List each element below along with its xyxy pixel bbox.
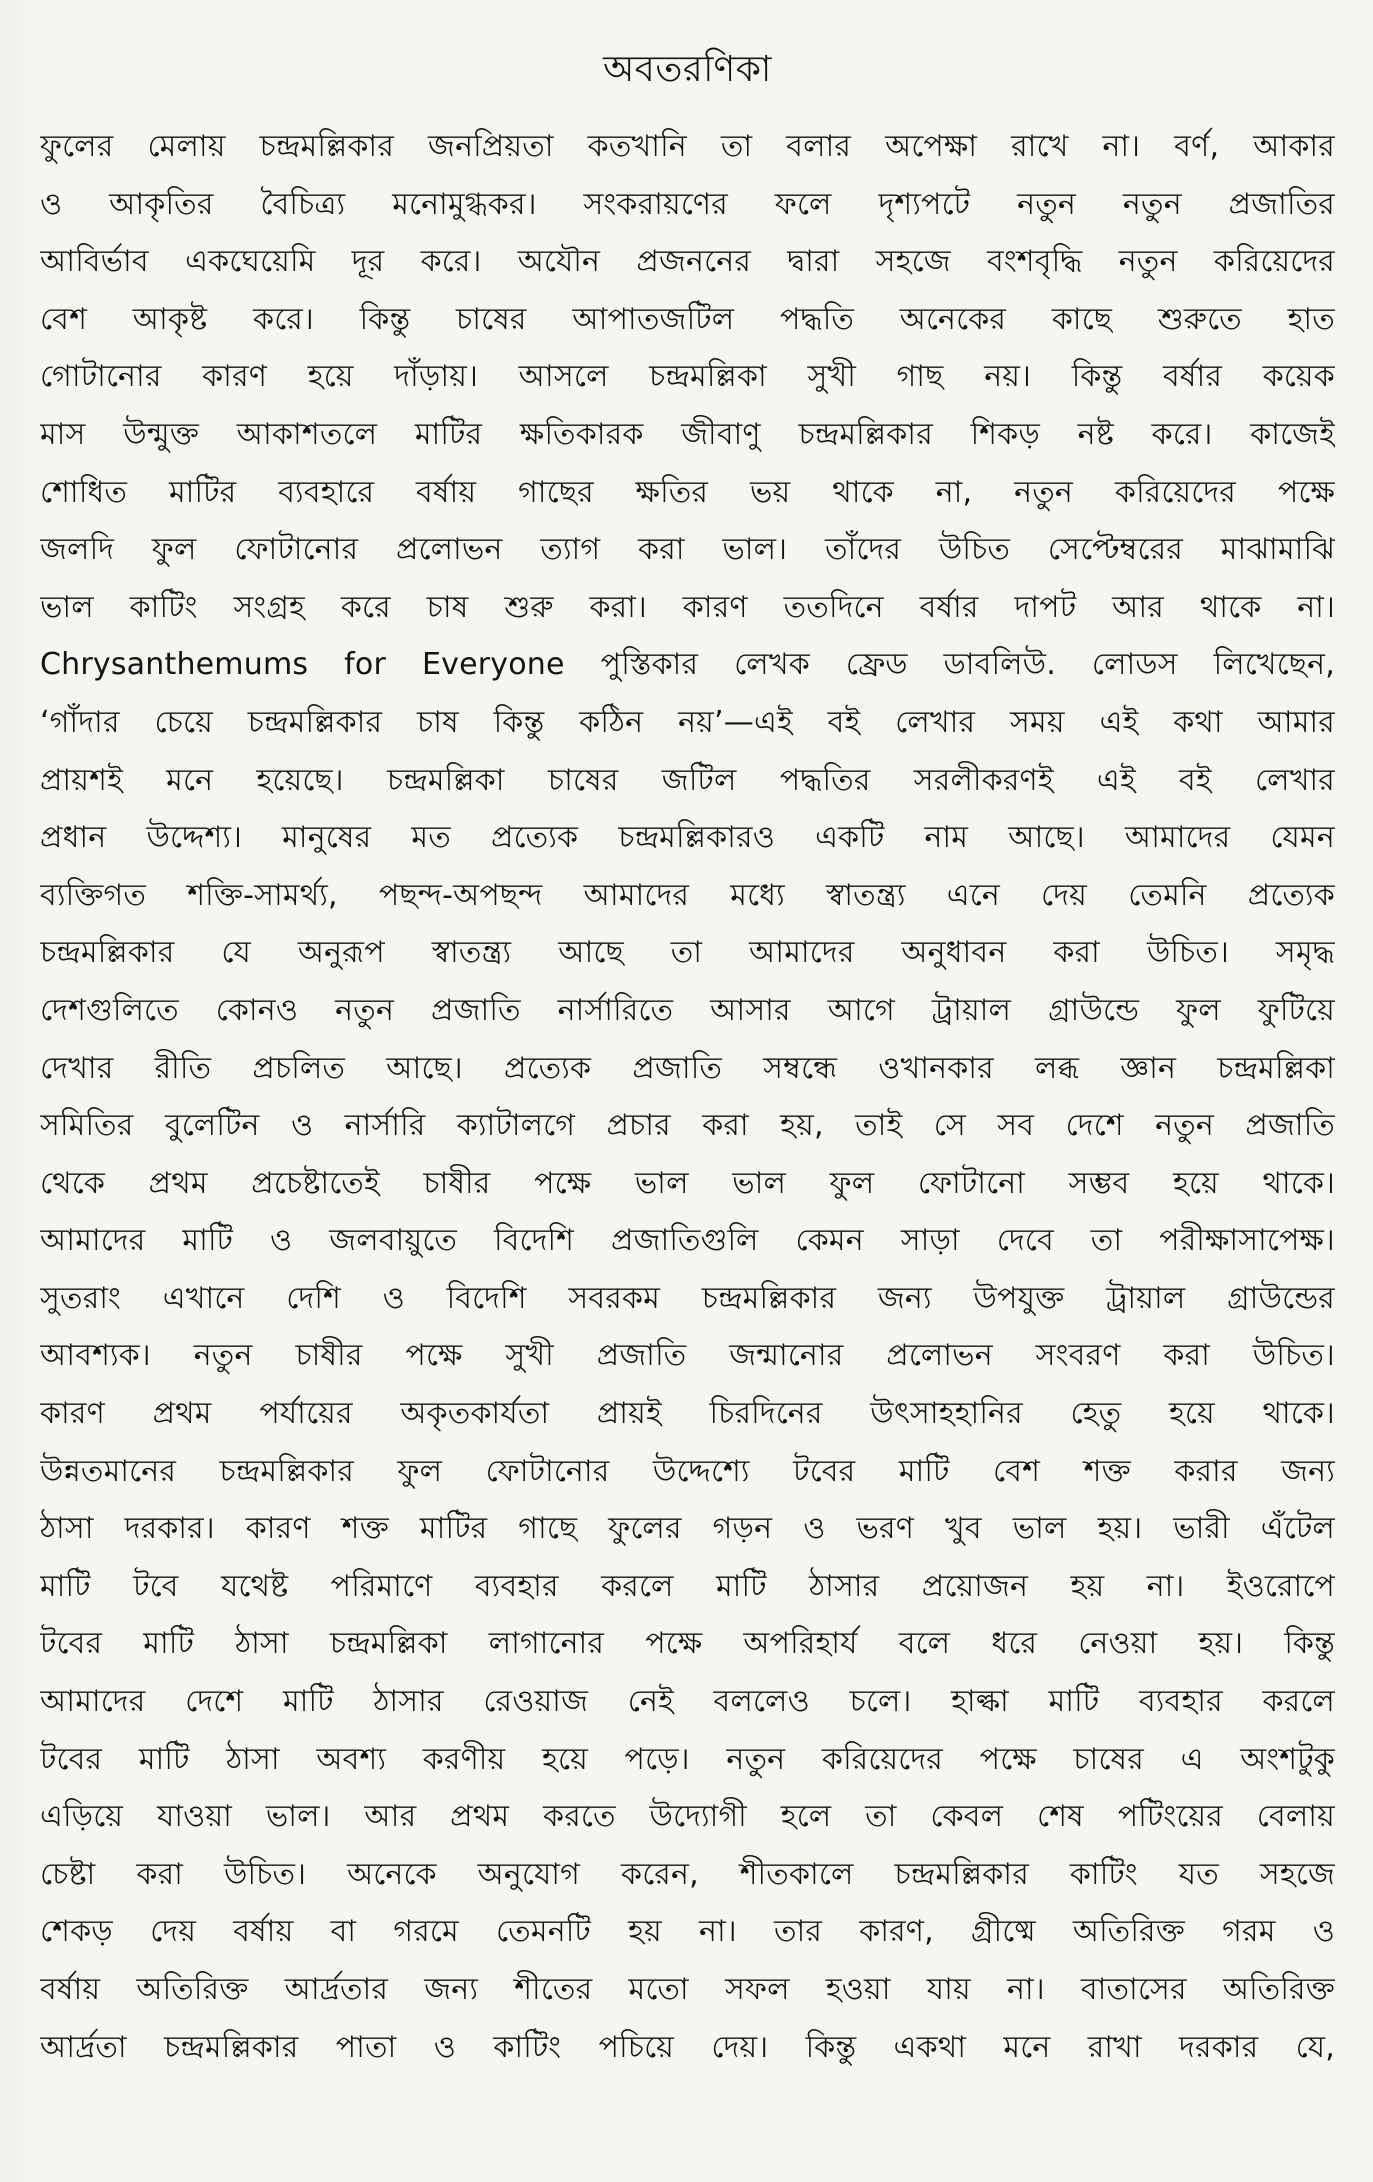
text-line: ব্যক্তিগত শক্তি-সামর্থ্য, পছন্দ-অপছন্দ আমাদের মধ্যে স্বাতন্ত্র্য এনে দেয় তেমনি প্রত্যেক <box>40 877 1335 913</box>
text-line: সুতরাং এখানে দেশি ও বিদেশি সবরকম চন্দ্রমল্লিকার জন্য উপযুক্ত ট্রায়াল গ্রাউন্ডের <box>40 1280 1335 1316</box>
text-line: থেকে প্রথম প্রচেষ্টাতেই চাষীর পক্ষে ভাল ভাল ফুল ফোটানো সম্ভব হয়ে থাকে। <box>40 1165 1335 1201</box>
text-line: চেষ্টা করা উচিত। অনেকে অনুযোগ করেন, শীতকালে চন্দ্রমল্লিকার কাটিং যত সহজে <box>40 1856 1335 1892</box>
text-line: বর্ষায় অতিরিক্ত আর্দ্রতার জন্য শীতের মতো সফল হওয়া যায় না। বাতাসের অতিরিক্ত <box>40 1972 1335 2007</box>
text-line: ‘গাঁদার চেয়ে চন্দ্রমল্লিকার চাষ কিন্তু কঠিন নয়’—এই বই লেখার সময় এই কথা আমার <box>40 704 1335 740</box>
text-line: আবশ্যক। নতুন চাষীর পক্ষে সুখী প্রজাতি জন্মানোর প্রলোভন সংবরণ করা উচিত। <box>40 1338 1335 1374</box>
text-line: মাস উন্মুক্ত আকাশতলে মাটির ক্ষতিকারক জীবাণু চন্দ্রমল্লিকার শিকড় নষ্ট করে। কাজেই <box>40 416 1335 452</box>
text-line: প্রধান উদ্দেশ্য। মানুষের মত প্রত্যেক চন্দ্রমল্লিকারও একটি নাম আছে। আমাদের যেমন <box>40 820 1335 856</box>
text-line: শোধিত মাটির ব্যবহারে বর্ষায় গাছের ক্ষতির ভয় থাকে না, নতুন করিয়েদের পক্ষে <box>40 474 1335 510</box>
text-line: উন্নতমানের চন্দ্রমল্লিকার ফুল ফোটানোর উদ্দেশ্যে টবের মাটি বেশ শক্ত করার জন্য <box>40 1453 1335 1489</box>
text-line: আমাদের মাটি ও জলবায়ুতে বিদেশি প্রজাতিগুলি কেমন সাড়া দেবে তা পরীক্ষাসাপেক্ষ। <box>40 1223 1335 1259</box>
text-line: সমিতির বুলেটিন ও নার্সারি ক্যাটালগে প্রচার করা হয়, তাই সে সব দেশে নতুন প্রজাতি <box>40 1108 1335 1144</box>
text-line: বেশ আকৃষ্ট করে। কিন্তু চাষের আপাতজটিল পদ্ধতি অনেকের কাছে শুরুতে হাত <box>40 301 1335 337</box>
text-line: আমাদের দেশে মাটি ঠাসার রেওয়াজ নেই বললেও চলে। হাল্কা মাটি ব্যবহার করলে <box>40 1684 1335 1720</box>
text-line: আর্দ্রতা চন্দ্রমল্লিকার পাতা ও কাটিং পচিয়ে দেয়। কিন্তু একথা মনে রাখা দরকার যে, <box>40 2029 1335 2065</box>
text-line: মাটি টবে যথেষ্ট পরিমাণে ব্যবহার করলে মাটি ঠাসার প্রয়োজন হয় না। ইওরোপে <box>40 1568 1335 1604</box>
text-line: ও আকৃতির বৈচিত্র্য মনোমুগ্ধকর। সংকরায়ণের ফলে দৃশ্যপটে নতুন নতুন প্রজাতির <box>40 186 1335 222</box>
text-line: জলদি ফুল ফোটানোর প্রলোভন ত্যাগ করা ভাল। তাঁদের উচিত সেপ্টেম্বরের মাঝামাঝি <box>40 532 1335 568</box>
text-line: দেশগুলিতে কোনও নতুন প্রজাতি নার্সারিতে আসার আগে ট্রায়াল গ্রাউন্ডে ফুল ফুটিয়ে <box>40 992 1335 1028</box>
text-line: টবের মাটি ঠাসা অবশ্য করণীয় হয়ে পড়ে। নতুন করিয়েদের পক্ষে চাষের এ অংশটুকু <box>40 1741 1335 1777</box>
text-line: শেকড় দেয় বর্ষায় বা গরমে তেমনটি হয় না। তার কারণ, গ্রীষ্মে অতিরিক্ত গরম ও <box>40 1914 1335 1950</box>
text-line: ঠাসা দরকার। কারণ শক্ত মাটির গাছে ফুলের গড়ন ও ভরণ খুব ভাল হয়। ভারী এঁটেল <box>40 1511 1335 1547</box>
text-line: Chrysanthemums for Everyone পুস্তিকার লেখক ফ্রেড ডাবলিউ. লোডস লিখেছেন, <box>40 647 1335 683</box>
text-line: কারণ প্রথম পর্যায়ের অকৃতকার্যতা প্রায়ই চিরদিনের উৎসাহহানির হেতু হয়ে থাকে। <box>40 1396 1335 1432</box>
text-line: দেখার রীতি প্রচলিত আছে। প্রত্যেক প্রজাতি সম্বন্ধে ওখানকার লব্ধ জ্ঞান চন্দ্রমল্লিকা <box>40 1050 1335 1086</box>
text-line: গোটানোর কারণ হয়ে দাঁড়ায়। আসলে চন্দ্রমল্লিকা সুখী গাছ নয়। কিন্তু বর্ষার কয়েক <box>40 359 1335 395</box>
text-line: ফুলের মেলায় চন্দ্রমল্লিকার জনপ্রিয়তা কতখানি তা বলার অপেক্ষা রাখে না। বর্ণ, আকার <box>40 129 1335 164</box>
text-line: টবের মাটি ঠাসা চন্দ্রমল্লিকা লাগানোর পক্ষে অপরিহার্য বলে ধরে নেওয়া হয়। কিন্তু <box>40 1626 1335 1662</box>
text-line: ভাল কাটিং সংগ্রহ করে চাষ শুরু করা। কারণ ততদিনে বর্ষার দাপট আর থাকে না। <box>40 589 1335 625</box>
body-text <box>40 118 1335 2076</box>
text-line: এড়িয়ে যাওয়া ভাল। আর প্রথম করতে উদ্যোগী হলে তা কেবল শেষ পটিংয়ের বেলায় <box>40 1799 1335 1835</box>
page-title: অবতরণিকা <box>603 49 772 90</box>
text-line: প্রায়শই মনে হয়েছে। চন্দ্রমল্লিকা চাষের জটিল পদ্ধতির সরলীকরণই এই বই লেখার <box>40 762 1335 798</box>
text-line: আবির্ভাব একঘেয়েমি দূর করে। অযৌন প্রজননের দ্বারা সহজে বংশবৃদ্ধি নতুন করিয়েদের <box>40 244 1335 280</box>
text-line: চন্দ্রমল্লিকার যে অনুরূপ স্বাতন্ত্র্য আছে তা আমাদের অনুধাবন করা উচিত। সমৃদ্ধ <box>40 935 1335 971</box>
